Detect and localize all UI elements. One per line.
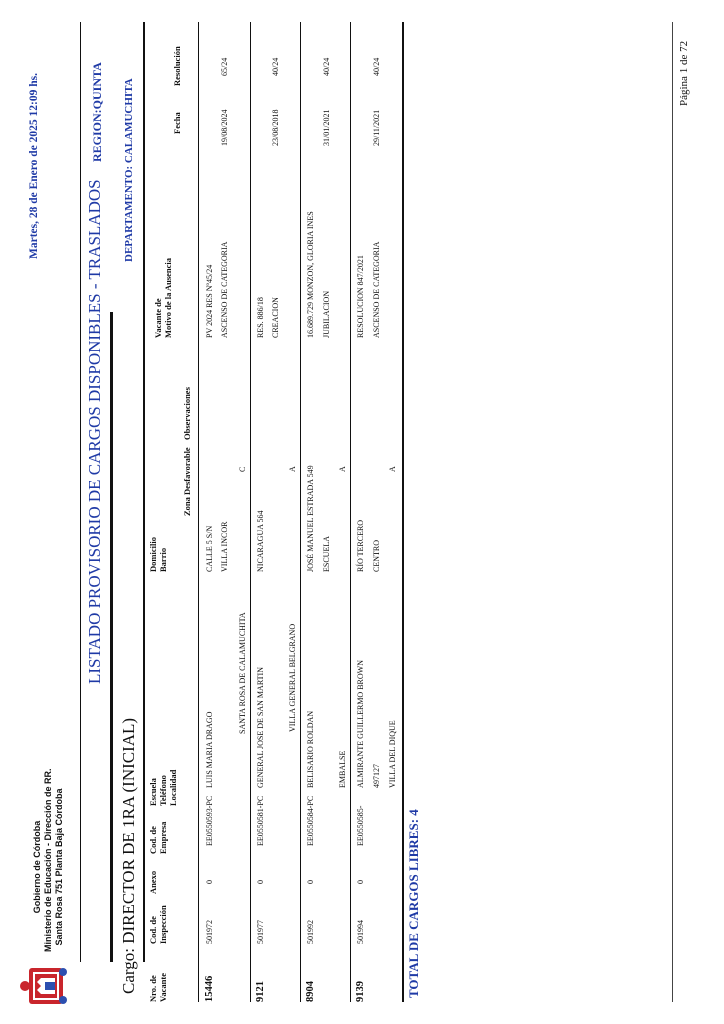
header-bottom-rule — [198, 22, 199, 1002]
row-cod-empresa: EE0550584-PC — [306, 795, 315, 846]
row-cod-insp: 501972 — [205, 920, 214, 944]
row-barrio: ESCUELA — [322, 536, 331, 572]
row-localidad: VILLA DEL DIQUE — [388, 720, 397, 788]
row-escuela: GENERAL JOSE DE SAN MARTIN — [256, 667, 265, 788]
col-vacante-de: Vacante de Motivo de la Ausencia — [153, 257, 173, 338]
header-rule — [80, 22, 81, 962]
col-resolucion: Resolución — [172, 46, 182, 86]
row-escuela: ALMIRANTE GUILLERMO BROWN — [356, 660, 365, 788]
table-top-rule — [143, 22, 145, 962]
footer-rule — [672, 22, 673, 1002]
page-number: Página 1 de 72 — [678, 40, 690, 106]
row-nro: 8904 — [305, 981, 316, 1002]
row-escuela: LUIS MARIA DRAGO — [205, 711, 214, 788]
row-cod-empresa: EE0550581-PC — [256, 795, 265, 846]
row-resolucion: 65/24 — [220, 57, 229, 76]
province-coat-of-arms-logo — [17, 964, 69, 1008]
row-fecha: 23/08/2018 — [271, 109, 280, 146]
cargo-label: Cargo: DIRECTOR DE 1RA (INICIAL) — [119, 717, 138, 994]
row-cod-insp: 501994 — [356, 920, 365, 944]
row-vacante: 16.689.729 MONZON, GLORIA INES — [306, 211, 315, 338]
row-resolucion: 40/24 — [372, 57, 381, 76]
row-escuela: BELISARIO ROLDAN — [306, 710, 315, 788]
row-vacante: RES. 886/18 — [256, 297, 265, 338]
cargo-thick-rule — [110, 312, 113, 962]
row-anexo: 0 — [205, 880, 214, 884]
row-divider — [300, 22, 301, 1002]
col-fecha: Fecha — [172, 112, 182, 134]
col-cod-empresa: Cod. de Empresa — [148, 821, 168, 854]
row-localidad: EMBALSE — [338, 750, 347, 788]
col-nro-vacante: Nro. de Vacante — [148, 973, 168, 1002]
departamento-label: DEPARTAMENTO: CALAMUCHITA — [123, 78, 135, 262]
row-fecha: 29/11/2021 — [372, 109, 381, 146]
row-cod-insp: 501977 — [256, 920, 265, 944]
row-resolucion: 40/24 — [271, 57, 280, 76]
total-cargos-libres: TOTAL DE CARGOS LIBRES: 4 — [406, 809, 421, 998]
row-domicilio: RÍO TERCERO — [356, 519, 365, 572]
table-bottom-rule — [402, 22, 404, 1002]
row-cod-insp: 501992 — [306, 920, 315, 944]
row-domicilio: JOSÉ MANUEL ESTRADA 549 — [306, 465, 315, 572]
row-zona: A — [288, 466, 297, 472]
row-anexo: 0 — [256, 880, 265, 884]
report-datetime: Martes, 28 de Enero de 2025 12:09 hs. — [28, 72, 40, 259]
row-zona: C — [238, 466, 247, 472]
row-fecha: 31/01/2021 — [322, 109, 331, 146]
row-zona: A — [338, 466, 347, 472]
row-telefono: 497127 — [372, 764, 381, 788]
region-label: REGION:QUINTA — [90, 62, 104, 162]
org-line-3: Santa Rosa 751 Planta Baja Córdoba — [54, 788, 64, 946]
col-escuela: Escuela Teléfono Localidad — [148, 769, 178, 806]
row-barrio: CENTRO — [372, 540, 381, 572]
col-observaciones: Observaciones — [182, 387, 192, 440]
row-nro: 15446 — [204, 975, 215, 1002]
org-line-2: Ministerio de Educación - Dirección de RR. — [43, 768, 53, 952]
org-line-1: Gobierno de Córdoba — [32, 820, 42, 914]
org-header — [32, 768, 65, 952]
col-zona: Zona Desfavorable — [182, 447, 192, 516]
row-cod-empresa: EE0550585- — [356, 805, 365, 846]
col-cod-inspeccion: Cod. de Inspección — [148, 905, 168, 944]
col-anexo: Anexo — [148, 870, 158, 894]
row-localidad: VILLA GENERAL BELGRANO — [288, 623, 297, 732]
row-anexo: 0 — [306, 880, 315, 884]
row-fecha: 19/08/2024 — [220, 109, 229, 146]
row-divider — [350, 22, 351, 1002]
row-domicilio: CALLE 5 S/N — [205, 525, 214, 572]
row-motivo: ASCENSO DE CATEGORIA — [220, 241, 229, 338]
row-divider — [250, 22, 251, 1002]
row-nro: 9121 — [255, 981, 266, 1002]
page-title: LISTADO PROVISORIO DE CARGOS DISPONIBLES - TRASLADOS — [85, 179, 104, 684]
row-anexo: 0 — [356, 880, 365, 884]
row-motivo: CREACION — [271, 297, 280, 338]
row-zona: A — [388, 466, 397, 472]
row-motivo: JUBILACION — [322, 290, 331, 338]
row-resolucion: 40/24 — [322, 57, 331, 76]
row-motivo: ASCENSO DE CATEGORIA — [372, 241, 381, 338]
col-domicilio: Domicilio Barrio — [148, 537, 168, 572]
row-vacante: RESOLUCION 847/2021 — [356, 255, 365, 338]
row-domicilio: NICARAGUA 564 — [256, 510, 265, 572]
row-localidad: SANTA ROSA DE CALAMUCHITA — [238, 612, 247, 734]
row-nro: 9139 — [355, 981, 366, 1002]
row-cod-empresa: EE0550593-PC — [205, 795, 214, 846]
row-barrio: VILLA INCOR — [220, 521, 229, 572]
row-vacante: PV 2024 RES Nº45/24 — [205, 264, 214, 338]
